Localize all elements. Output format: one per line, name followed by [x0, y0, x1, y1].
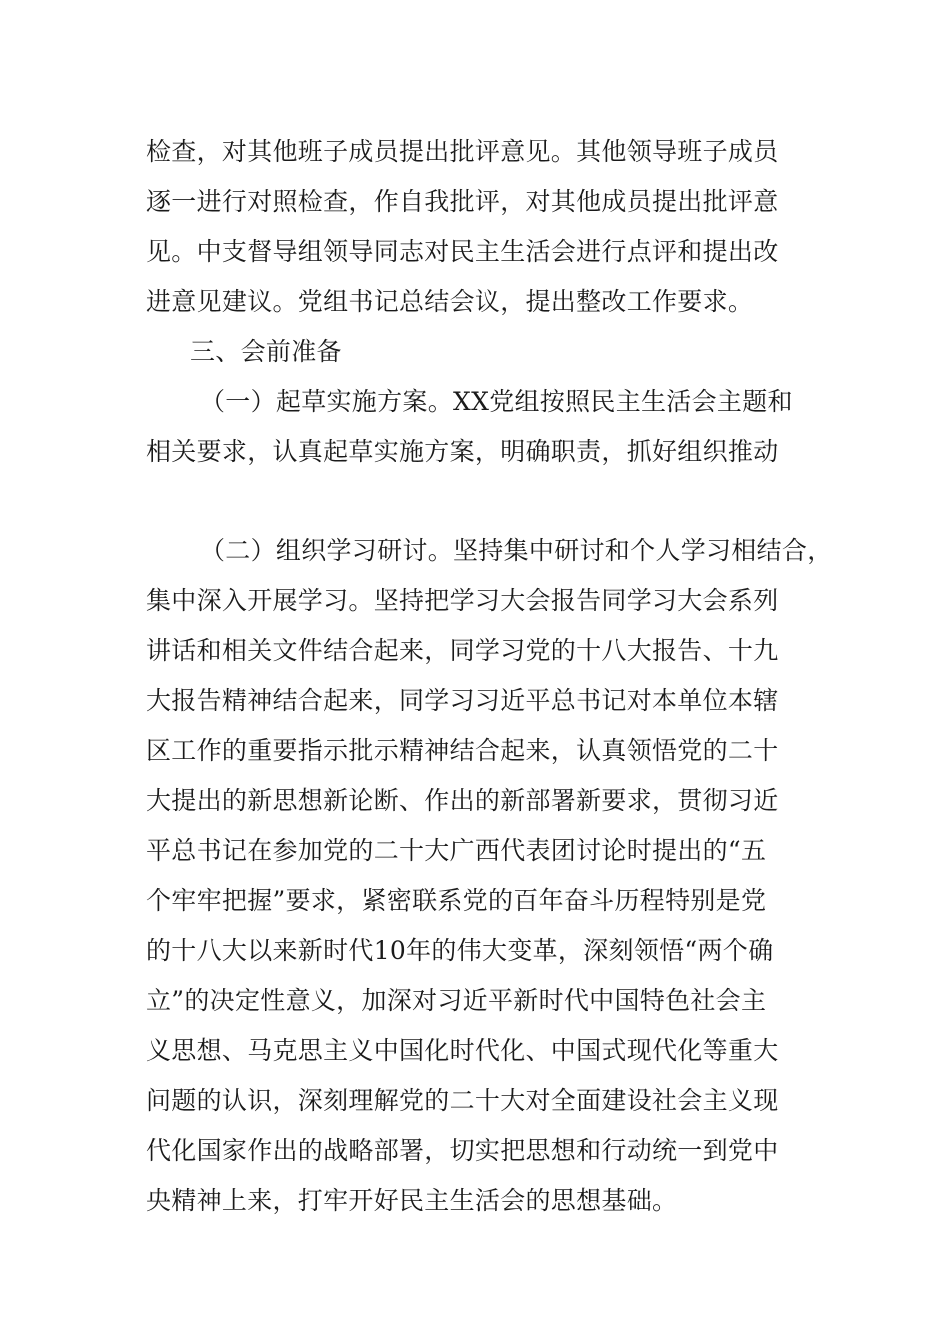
- body-text-line: 讲话和相关文件结合起来，同学习党的十八大报告、十九: [146, 636, 779, 665]
- body-text-line: 问题的认识，深刻理解党的二十大对全面建设社会主义现: [146, 1086, 779, 1115]
- body-text-line: 见。中支督导组领导同志对民主生活会进行点评和提出改: [146, 237, 779, 266]
- body-text-line: 逐一进行对照检查，作自我批评，对其他成员提出批评意: [146, 187, 779, 216]
- body-text-line: 检查，对其他班子成员提出批评意见。其他领导班子成员: [146, 137, 779, 166]
- body-text-line: 代化国家作出的战略部署，切实把思想和行动统一到党中: [146, 1136, 779, 1165]
- body-text-line: 央精神上来，打牢开好民主生活会的思想基础。: [146, 1186, 678, 1215]
- subsection-heading-line: （一）起草实施方案。XX党组按照民主生活会主题和: [200, 387, 793, 416]
- body-text-line: 个牢牢把握”要求，紧密联系党的百年奋斗历程特别是党: [146, 886, 767, 915]
- body-text-line: 进意见建议。党组书记总结会议，提出整改工作要求。: [146, 287, 754, 316]
- body-text-line: 大提出的新思想新论断、作出的新部署新要求，贯彻习近: [146, 786, 779, 815]
- body-text-line: 平总书记在参加党的二十大广西代表团讨论时提出的“五: [146, 836, 767, 865]
- body-text-line: 立”的决定性意义，加深对习近平新时代中国特色社会主: [146, 986, 767, 1015]
- section-heading: 三、会前准备: [190, 337, 342, 366]
- body-text-line: 的十八大以来新时代10年的伟大变革，深刻领悟“两个确: [146, 936, 774, 965]
- subsection-heading-line: （二）组织学习研讨。坚持集中研讨和个人学习相结合，: [200, 536, 833, 565]
- body-text-line: 区工作的重要指示批示精神结合起来，认真领悟党的二十: [146, 736, 779, 765]
- body-text-line: 义思想、马克思主义中国化时代化、中国式现代化等重大: [146, 1036, 779, 1065]
- body-text-line: 相关要求，认真起草实施方案，明确职责，抓好组织推动: [146, 437, 779, 466]
- body-text-line: 集中深入开展学习。坚持把学习大会报告同学习大会系列: [146, 586, 779, 615]
- body-text-line: 大报告精神结合起来，同学习习近平总书记对本单位本辖: [146, 686, 779, 715]
